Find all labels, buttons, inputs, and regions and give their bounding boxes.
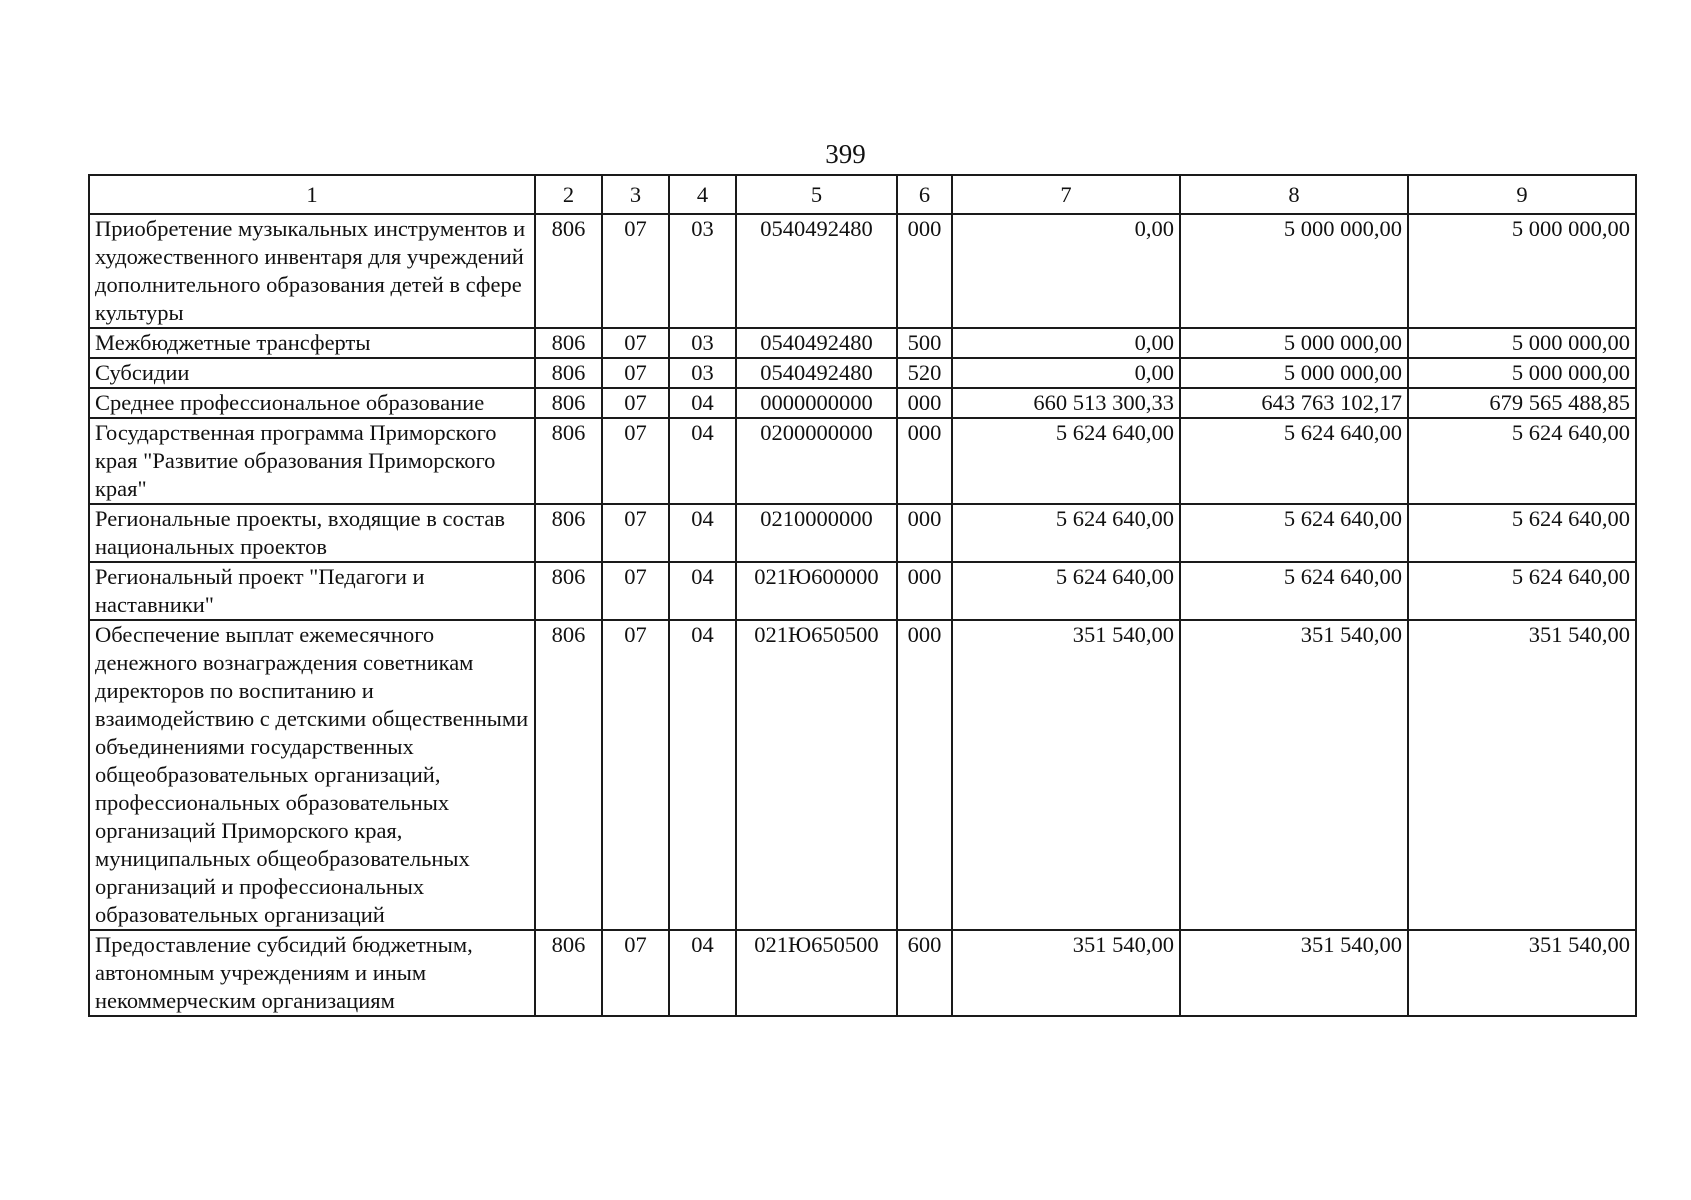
amount-cell: 5 624 640,00 xyxy=(1408,418,1636,504)
amount-cell: 351 540,00 xyxy=(952,930,1180,1016)
row-name-cell: Предоставление субсидий бюджетным, автономным учреждениям и иным некоммерческим организациям xyxy=(89,930,535,1016)
code-cell: 500 xyxy=(897,328,952,358)
header-row xyxy=(89,175,1636,214)
code-cell: 000 xyxy=(897,562,952,620)
code-cell: 806 xyxy=(535,930,602,1016)
code-cell: 0540492480 xyxy=(736,328,897,358)
code-cell: 0210000000 xyxy=(736,504,897,562)
code-cell: 04 xyxy=(669,388,736,418)
column-header: 1 xyxy=(89,175,535,214)
code-cell: 04 xyxy=(669,562,736,620)
table-row xyxy=(89,562,1636,620)
code-cell: 000 xyxy=(897,388,952,418)
code-cell: 806 xyxy=(535,328,602,358)
row-name-cell: Региональные проекты, входящие в состав национальных проектов xyxy=(89,504,535,562)
table-row xyxy=(89,388,1636,418)
code-cell: 07 xyxy=(602,388,669,418)
code-cell: 000 xyxy=(897,504,952,562)
amount-cell: 5 624 640,00 xyxy=(952,418,1180,504)
table-row xyxy=(89,930,1636,1016)
amount-cell: 351 540,00 xyxy=(1180,930,1408,1016)
code-cell: 07 xyxy=(602,418,669,504)
column-header: 5 xyxy=(736,175,897,214)
code-cell: 600 xyxy=(897,930,952,1016)
code-cell: 07 xyxy=(602,930,669,1016)
code-cell: 806 xyxy=(535,418,602,504)
amount-cell: 679 565 488,85 xyxy=(1408,388,1636,418)
code-cell: 000 xyxy=(897,620,952,930)
row-name-cell: Приобретение музыкальных инструментов и художественного инвентаря для учреждений дополнительного образования детей в сфере культуры xyxy=(89,214,535,328)
row-name-cell: Региональный проект "Педагоги и наставники" xyxy=(89,562,535,620)
code-cell: 806 xyxy=(535,562,602,620)
amount-cell: 5 000 000,00 xyxy=(1180,214,1408,328)
amount-cell: 351 540,00 xyxy=(1408,930,1636,1016)
table-row xyxy=(89,418,1636,504)
code-cell: 07 xyxy=(602,562,669,620)
column-header: 8 xyxy=(1180,175,1408,214)
code-cell: 07 xyxy=(602,214,669,328)
amount-cell: 5 000 000,00 xyxy=(1408,328,1636,358)
amount-cell: 5 624 640,00 xyxy=(952,562,1180,620)
row-name-cell: Среднее профессиональное образование xyxy=(89,388,535,418)
table-body xyxy=(89,214,1636,1016)
amount-cell: 5 000 000,00 xyxy=(1180,328,1408,358)
table-row xyxy=(89,358,1636,388)
code-cell: 03 xyxy=(669,358,736,388)
code-cell: 000 xyxy=(897,214,952,328)
code-cell: 07 xyxy=(602,358,669,388)
amount-cell: 351 540,00 xyxy=(1180,620,1408,930)
code-cell: 07 xyxy=(602,328,669,358)
amount-cell: 5 000 000,00 xyxy=(1408,358,1636,388)
amount-cell: 5 624 640,00 xyxy=(1180,418,1408,504)
code-cell: 000 xyxy=(897,418,952,504)
column-header: 7 xyxy=(952,175,1180,214)
code-cell: 021Ю650500 xyxy=(736,620,897,930)
row-name-cell: Государственная программа Приморского края "Развитие образования Приморского края" xyxy=(89,418,535,504)
code-cell: 021Ю650500 xyxy=(736,930,897,1016)
amount-cell: 351 540,00 xyxy=(952,620,1180,930)
row-name-cell: Межбюджетные трансферты xyxy=(89,328,535,358)
code-cell: 806 xyxy=(535,388,602,418)
code-cell: 021Ю600000 xyxy=(736,562,897,620)
code-cell: 03 xyxy=(669,328,736,358)
amount-cell: 0,00 xyxy=(952,358,1180,388)
code-cell: 03 xyxy=(669,214,736,328)
code-cell: 04 xyxy=(669,620,736,930)
table-row xyxy=(89,214,1636,328)
column-header: 2 xyxy=(535,175,602,214)
code-cell: 806 xyxy=(535,504,602,562)
table-row xyxy=(89,620,1636,930)
amount-cell: 0,00 xyxy=(952,328,1180,358)
code-cell: 07 xyxy=(602,620,669,930)
amount-cell: 643 763 102,17 xyxy=(1180,388,1408,418)
amount-cell: 0,00 xyxy=(952,214,1180,328)
column-header: 9 xyxy=(1408,175,1636,214)
code-cell: 0540492480 xyxy=(736,214,897,328)
page-number: 399 xyxy=(825,139,866,169)
code-cell: 04 xyxy=(669,504,736,562)
code-cell: 0540492480 xyxy=(736,358,897,388)
code-cell: 04 xyxy=(669,418,736,504)
budget-table xyxy=(88,174,1637,1017)
table-row xyxy=(89,328,1636,358)
code-cell: 04 xyxy=(669,930,736,1016)
code-cell: 806 xyxy=(535,358,602,388)
amount-cell: 351 540,00 xyxy=(1408,620,1636,930)
code-cell: 07 xyxy=(602,504,669,562)
row-name-cell: Обеспечение выплат ежемесячного денежного вознаграждения советникам директоров по воспитанию и взаимодействию с детскими общественными объединениями государственных общеобразовательных организаций, профессиональных образовательных организаций Приморского края, муниципальных общеобразовательных организаций и профессиональных образовательных организаций xyxy=(89,620,535,930)
code-cell: 806 xyxy=(535,214,602,328)
amount-cell: 5 000 000,00 xyxy=(1408,214,1636,328)
amount-cell: 5 624 640,00 xyxy=(1408,504,1636,562)
code-cell: 0000000000 xyxy=(736,388,897,418)
code-cell: 0200000000 xyxy=(736,418,897,504)
column-header: 3 xyxy=(602,175,669,214)
amount-cell: 5 624 640,00 xyxy=(1180,562,1408,620)
amount-cell: 5 624 640,00 xyxy=(1180,504,1408,562)
code-cell: 520 xyxy=(897,358,952,388)
row-name-cell: Субсидии xyxy=(89,358,535,388)
amount-cell: 5 000 000,00 xyxy=(1180,358,1408,388)
column-header: 4 xyxy=(669,175,736,214)
table-header xyxy=(89,175,1636,214)
amount-cell: 5 624 640,00 xyxy=(952,504,1180,562)
code-cell: 806 xyxy=(535,620,602,930)
amount-cell: 5 624 640,00 xyxy=(1408,562,1636,620)
table-row xyxy=(89,504,1636,562)
amount-cell: 660 513 300,33 xyxy=(952,388,1180,418)
column-header: 6 xyxy=(897,175,952,214)
